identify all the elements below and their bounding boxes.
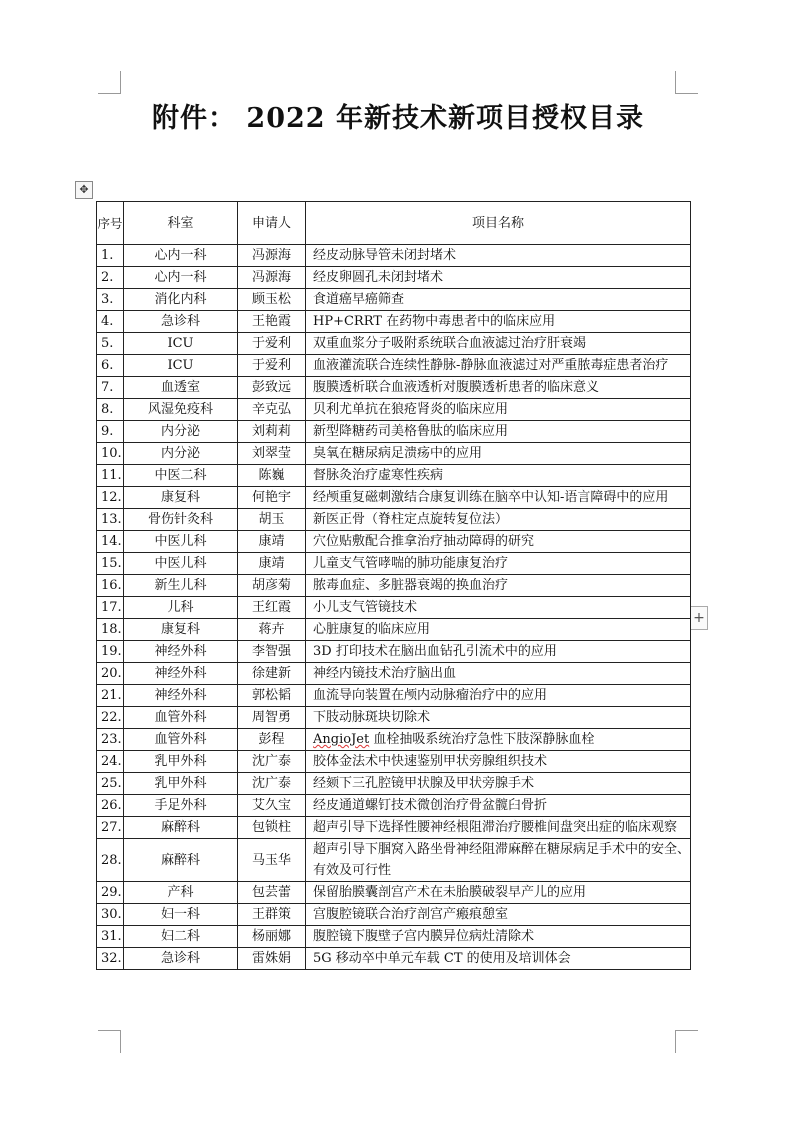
table-row bbox=[97, 948, 691, 970]
table-row bbox=[97, 267, 691, 289]
table-row bbox=[97, 795, 691, 817]
applicant-cell: 王群策 bbox=[238, 904, 306, 926]
row-number: 23. bbox=[97, 729, 124, 751]
table-row bbox=[97, 443, 691, 465]
project-name-cell: 经皮卵圆孔未闭封堵术 bbox=[306, 267, 691, 289]
department-cell: 血管外科 bbox=[124, 729, 238, 751]
project-name-cell: 臭氧在糖尿病足溃疡中的应用 bbox=[306, 443, 691, 465]
applicant-cell: 彭致远 bbox=[238, 377, 306, 399]
table-row bbox=[97, 926, 691, 948]
project-name-cell: 小儿支气管镜技术 bbox=[306, 597, 691, 619]
project-name-cell: 双重血浆分子吸附系统联合血液滤过治疗肝衰竭 bbox=[306, 333, 691, 355]
row-number: 7. bbox=[97, 377, 124, 399]
applicant-cell: 顾玉松 bbox=[238, 289, 306, 311]
project-name-cell: 超声引导下腘窝入路坐骨神经阻滞麻醉在糖尿病足手术中的安全、有效及可行性 bbox=[306, 839, 691, 882]
department-cell: 心内一科 bbox=[124, 267, 238, 289]
row-number: 9. bbox=[97, 421, 124, 443]
project-name-cell: 3D 打印技术在脑出血钻孔引流术中的应用 bbox=[306, 641, 691, 663]
applicant-cell: 沈广泰 bbox=[238, 773, 306, 795]
page-corner-mark-bottom-right bbox=[675, 1030, 698, 1053]
project-name-cell: 经皮通道螺钉技术微创治疗骨盆髋臼骨折 bbox=[306, 795, 691, 817]
applicant-cell: 康靖 bbox=[238, 553, 306, 575]
table-row bbox=[97, 729, 691, 751]
applicant-cell: 周智勇 bbox=[238, 707, 306, 729]
department-cell: 康复科 bbox=[124, 619, 238, 641]
table-header-row bbox=[97, 202, 691, 245]
project-name-cell: 腹腔镜下腹壁子宫内膜异位病灶清除术 bbox=[306, 926, 691, 948]
department-cell: 麻醉科 bbox=[124, 839, 238, 882]
department-cell: 神经外科 bbox=[124, 663, 238, 685]
department-cell: 产科 bbox=[124, 882, 238, 904]
department-cell: 麻醉科 bbox=[124, 817, 238, 839]
project-name-cell: 下肢动脉斑块切除术 bbox=[306, 707, 691, 729]
department-cell: 神经外科 bbox=[124, 641, 238, 663]
row-number: 20. bbox=[97, 663, 124, 685]
row-number: 21. bbox=[97, 685, 124, 707]
applicant-cell: 徐建新 bbox=[238, 663, 306, 685]
table-row bbox=[97, 839, 691, 882]
applicant-cell: 彭程 bbox=[238, 729, 306, 751]
applicant-cell: 刘莉莉 bbox=[238, 421, 306, 443]
department-cell: 急诊科 bbox=[124, 311, 238, 333]
row-number: 14. bbox=[97, 531, 124, 553]
table-row bbox=[97, 531, 691, 553]
table-row bbox=[97, 487, 691, 509]
row-number: 2. bbox=[97, 267, 124, 289]
table-row bbox=[97, 597, 691, 619]
row-number: 28. bbox=[97, 839, 124, 882]
project-name-cell: 腹膜透析联合血液透析对腹膜透析患者的临床意义 bbox=[306, 377, 691, 399]
applicant-cell: 李智强 bbox=[238, 641, 306, 663]
table-row bbox=[97, 619, 691, 641]
department-cell: 妇二科 bbox=[124, 926, 238, 948]
row-number: 29. bbox=[97, 882, 124, 904]
department-cell: 骨伤针灸科 bbox=[124, 509, 238, 531]
row-number: 32. bbox=[97, 948, 124, 970]
applicant-cell: 辛克弘 bbox=[238, 399, 306, 421]
row-number: 25. bbox=[97, 773, 124, 795]
table-row bbox=[97, 289, 691, 311]
department-cell: ICU bbox=[124, 333, 238, 355]
header-seq: 序号 bbox=[97, 202, 124, 245]
department-cell: 内分泌 bbox=[124, 421, 238, 443]
page-corner-mark-bottom-left bbox=[98, 1030, 121, 1053]
row-number: 11. bbox=[97, 465, 124, 487]
project-name-cell: 血液灌流联合连续性静脉-静脉血液滤过对严重脓毒症患者治疗 bbox=[306, 355, 691, 377]
department-cell: 风湿免疫科 bbox=[124, 399, 238, 421]
table-row bbox=[97, 553, 691, 575]
applicant-cell: 于爱利 bbox=[238, 333, 306, 355]
row-number: 30. bbox=[97, 904, 124, 926]
row-number: 1. bbox=[97, 245, 124, 267]
row-number: 5. bbox=[97, 333, 124, 355]
project-name-cell: 脓毒血症、多脏器衰竭的换血治疗 bbox=[306, 575, 691, 597]
row-number: 6. bbox=[97, 355, 124, 377]
row-number: 26. bbox=[97, 795, 124, 817]
table-row bbox=[97, 421, 691, 443]
row-number: 27. bbox=[97, 817, 124, 839]
table-row bbox=[97, 904, 691, 926]
project-name-cell: 血流导向装置在颅内动脉瘤治疗中的应用 bbox=[306, 685, 691, 707]
table-row bbox=[97, 355, 691, 377]
project-name-cell: HP+CRRT 在药物中毒患者中的临床应用 bbox=[306, 311, 691, 333]
applicant-cell: 于爱利 bbox=[238, 355, 306, 377]
applicant-cell: 冯源海 bbox=[238, 267, 306, 289]
department-cell: 乳甲外科 bbox=[124, 773, 238, 795]
department-cell: 中医儿科 bbox=[124, 553, 238, 575]
project-name-cell: 儿童支气管哮喘的肺功能康复治疗 bbox=[306, 553, 691, 575]
project-name-cell: 经皮动脉导管未闭封堵术 bbox=[306, 245, 691, 267]
applicant-cell: 杨丽娜 bbox=[238, 926, 306, 948]
project-name-cell: 5G 移动卒中单元车载 CT 的使用及培训体会 bbox=[306, 948, 691, 970]
department-cell: 血管外科 bbox=[124, 707, 238, 729]
project-name-cell bbox=[306, 729, 691, 751]
project-name-cell: 神经内镜技术治疗脑出血 bbox=[306, 663, 691, 685]
project-name-cell: 心脏康复的临床应用 bbox=[306, 619, 691, 641]
department-cell: 急诊科 bbox=[124, 948, 238, 970]
row-number: 4. bbox=[97, 311, 124, 333]
applicant-cell: 何艳宇 bbox=[238, 487, 306, 509]
applicant-cell: 郭松韬 bbox=[238, 685, 306, 707]
department-cell: 中医儿科 bbox=[124, 531, 238, 553]
table-row bbox=[97, 882, 691, 904]
row-number: 16. bbox=[97, 575, 124, 597]
page-corner-mark-top-right bbox=[675, 71, 698, 94]
department-cell: 神经外科 bbox=[124, 685, 238, 707]
add-column-icon[interactable]: + bbox=[690, 606, 708, 630]
applicant-cell: 沈广泰 bbox=[238, 751, 306, 773]
header-project: 项目名称 bbox=[306, 202, 691, 245]
applicant-cell: 王艳霞 bbox=[238, 311, 306, 333]
table-row bbox=[97, 509, 691, 531]
table-row bbox=[97, 817, 691, 839]
row-number: 17. bbox=[97, 597, 124, 619]
project-name-cell: 新型降糖药司美格鲁肽的临床应用 bbox=[306, 421, 691, 443]
department-cell: 消化内科 bbox=[124, 289, 238, 311]
project-name-cell: 经颅重复磁刺激结合康复训练在脑卒中认知-语言障碍中的应用 bbox=[306, 487, 691, 509]
row-number: 10. bbox=[97, 443, 124, 465]
table-row bbox=[97, 377, 691, 399]
department-cell: 内分泌 bbox=[124, 443, 238, 465]
table-row bbox=[97, 399, 691, 421]
table-move-handle-icon[interactable]: ✥ bbox=[75, 181, 93, 199]
row-number: 19. bbox=[97, 641, 124, 663]
applicant-cell: 陈巍 bbox=[238, 465, 306, 487]
row-number: 24. bbox=[97, 751, 124, 773]
project-name-cell: 食道癌早癌筛查 bbox=[306, 289, 691, 311]
row-number: 18. bbox=[97, 619, 124, 641]
project-name-cell: 宫腹腔镜联合治疗剖宫产瘢痕憩室 bbox=[306, 904, 691, 926]
project-name-cell: 保留胎膜囊剖宫产术在未胎膜破裂早产儿的应用 bbox=[306, 882, 691, 904]
project-name-cell: 超声引导下选择性腰神经根阻滞治疗腰椎间盘突出症的临床观察 bbox=[306, 817, 691, 839]
project-name-prefix: AngioJet bbox=[313, 732, 370, 747]
department-cell: 血透室 bbox=[124, 377, 238, 399]
table-row bbox=[97, 465, 691, 487]
table-row bbox=[97, 773, 691, 795]
applicant-cell: 包芸蕾 bbox=[238, 882, 306, 904]
project-name-cell: 督脉灸治疗虚寒性疾病 bbox=[306, 465, 691, 487]
applicant-cell: 包锁柱 bbox=[238, 817, 306, 839]
table-row bbox=[97, 575, 691, 597]
department-cell: 中医二科 bbox=[124, 465, 238, 487]
applicant-cell: 刘翠莹 bbox=[238, 443, 306, 465]
table-row bbox=[97, 245, 691, 267]
document-title: 附件： 2022 年新技术新项目授权目录 bbox=[152, 103, 644, 134]
header-person: 申请人 bbox=[238, 202, 306, 245]
project-name-cell: 胶体金法术中快速鉴别甲状旁腺组织技术 bbox=[306, 751, 691, 773]
table-row bbox=[97, 751, 691, 773]
row-number: 22. bbox=[97, 707, 124, 729]
table-row bbox=[97, 641, 691, 663]
table-row bbox=[97, 311, 691, 333]
applicant-cell: 艾久宝 bbox=[238, 795, 306, 817]
applicant-cell: 马玉华 bbox=[238, 839, 306, 882]
project-name-cell: 穴位贴敷配合推拿治疗抽动障碍的研究 bbox=[306, 531, 691, 553]
row-number: 8. bbox=[97, 399, 124, 421]
department-cell: 手足外科 bbox=[124, 795, 238, 817]
table-row bbox=[97, 333, 691, 355]
department-cell: 新生儿科 bbox=[124, 575, 238, 597]
table-row bbox=[97, 663, 691, 685]
row-number: 15. bbox=[97, 553, 124, 575]
row-number: 31. bbox=[97, 926, 124, 948]
row-number: 3. bbox=[97, 289, 124, 311]
applicant-cell: 胡玉 bbox=[238, 509, 306, 531]
page-corner-mark-top-left bbox=[98, 71, 121, 94]
header-dept: 科室 bbox=[124, 202, 238, 245]
department-cell: 心内一科 bbox=[124, 245, 238, 267]
applicant-cell: 雷姝娟 bbox=[238, 948, 306, 970]
applicant-cell: 胡彦菊 bbox=[238, 575, 306, 597]
applicant-cell: 蒋卉 bbox=[238, 619, 306, 641]
department-cell: 妇一科 bbox=[124, 904, 238, 926]
project-name-cell: 新医正骨（脊柱定点旋转复位法） bbox=[306, 509, 691, 531]
applicant-cell: 冯源海 bbox=[238, 245, 306, 267]
applicant-cell: 康靖 bbox=[238, 531, 306, 553]
table-row bbox=[97, 685, 691, 707]
project-name-rest: 血栓抽吸系统治疗急性下肢深静脉血栓 bbox=[369, 732, 595, 747]
project-table bbox=[96, 201, 691, 970]
row-number: 12. bbox=[97, 487, 124, 509]
project-name-cell: 贝利尤单抗在狼疮肾炎的临床应用 bbox=[306, 399, 691, 421]
department-cell: 儿科 bbox=[124, 597, 238, 619]
table-row bbox=[97, 707, 691, 729]
row-number: 13. bbox=[97, 509, 124, 531]
department-cell: 乳甲外科 bbox=[124, 751, 238, 773]
department-cell: ICU bbox=[124, 355, 238, 377]
department-cell: 康复科 bbox=[124, 487, 238, 509]
applicant-cell: 王红霞 bbox=[238, 597, 306, 619]
project-name-cell: 经颏下三孔腔镜甲状腺及甲状旁腺手术 bbox=[306, 773, 691, 795]
